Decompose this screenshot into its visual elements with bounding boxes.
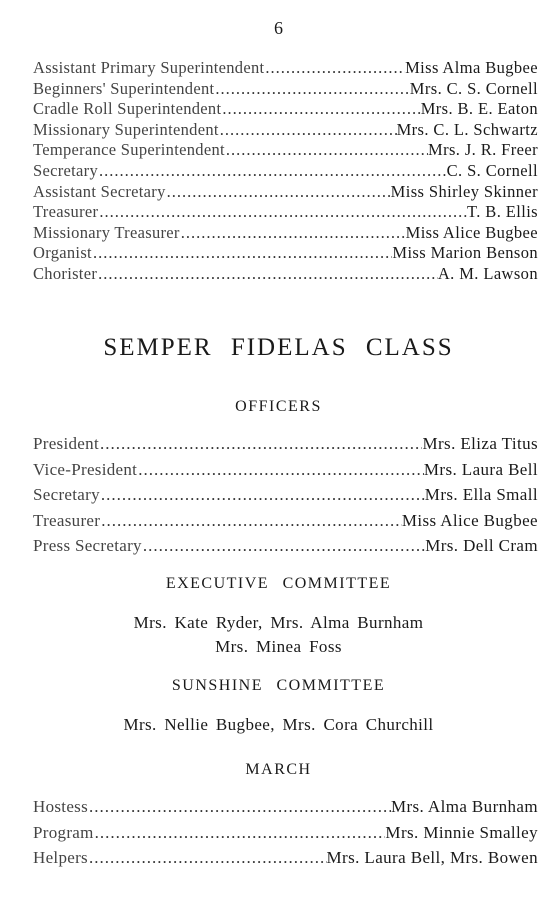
officer-row xyxy=(33,431,538,457)
assignee-name: Mrs. Minnie Smalley xyxy=(385,822,538,842)
dot-leader xyxy=(88,794,391,820)
dot-leader xyxy=(97,264,438,285)
dot-leader xyxy=(225,140,428,161)
executive-committee-members: Mrs. Minea Foss xyxy=(215,637,342,656)
officer-name: Mrs. Dell Cram xyxy=(425,536,538,555)
march-assignments-list xyxy=(33,794,538,871)
officers-heading: OFFICERS xyxy=(235,398,322,415)
role-label: Missionary Treasurer xyxy=(33,222,180,242)
dot-leader xyxy=(264,58,405,79)
officer-name: Miss Shirley Skinner xyxy=(390,181,538,201)
role-label: Treasurer xyxy=(33,202,99,222)
dot-leader xyxy=(221,99,420,120)
officer-row xyxy=(33,243,538,264)
role-label: Helpers xyxy=(33,848,88,867)
officer-name: C. S. Cornell xyxy=(446,160,538,180)
officer-name: Mrs. B. E. Eaton xyxy=(420,99,538,119)
role-label: President xyxy=(33,434,99,453)
officer-name: Miss Alma Bugbee xyxy=(405,58,538,77)
officer-name: Mrs. C. S. Cornell xyxy=(409,78,538,98)
officer-row xyxy=(33,58,538,79)
dot-leader xyxy=(94,820,386,846)
role-label: Missionary Superintendent xyxy=(33,119,219,139)
role-label: Secretary xyxy=(33,160,98,180)
dot-leader xyxy=(100,482,425,508)
executive-committee-heading: EXECUTIVE COMMITTEE xyxy=(165,575,392,592)
officer-row xyxy=(33,120,538,141)
officer-name: Mrs. C. L. Schwartz xyxy=(396,119,538,139)
dot-leader xyxy=(219,120,397,141)
officer-name: Mrs. Eliza Titus xyxy=(422,434,538,453)
role-label: Cradle Roll Superintendent xyxy=(33,99,222,119)
dot-leader xyxy=(166,182,391,203)
dot-leader xyxy=(98,161,447,182)
role-label: Treasurer xyxy=(33,510,101,530)
officer-row xyxy=(33,79,538,100)
dot-leader xyxy=(137,457,424,483)
dot-leader xyxy=(92,243,392,264)
church-officers-list xyxy=(33,58,538,285)
officer-row xyxy=(33,264,538,285)
role-label: Assistant Primary Superintendent xyxy=(33,58,265,77)
officer-row xyxy=(33,99,538,120)
dot-leader xyxy=(99,431,423,457)
executive-committee-members: Mrs. Kate Ryder, Mrs. Alma Burnham xyxy=(133,613,424,632)
officer-row xyxy=(33,182,538,203)
officer-name: T. B. Ellis xyxy=(466,202,538,222)
role-label: Organist xyxy=(33,243,92,263)
dot-leader xyxy=(142,533,425,559)
role-label: Beginners' Superintendent xyxy=(33,78,215,98)
class-title: SEMPER FIDELAS CLASS xyxy=(103,334,454,361)
assignment-row xyxy=(33,794,538,820)
sunshine-committee-heading: SUNSHINE COMMITTEE xyxy=(171,677,386,694)
officer-row xyxy=(33,223,538,244)
officer-row xyxy=(33,140,538,161)
role-label: Press Secretary xyxy=(33,536,142,555)
assignee-name: Mrs. Laura Bell, Mrs. Bowen xyxy=(326,848,538,867)
officer-name: Mrs. Laura Bell xyxy=(423,459,538,479)
assignment-row xyxy=(33,845,538,871)
role-label: Program xyxy=(33,822,94,842)
officer-name: Miss Marion Benson xyxy=(392,243,538,263)
assignment-row xyxy=(33,820,538,846)
officer-row xyxy=(33,482,538,508)
role-label: Chorister xyxy=(33,263,98,283)
role-label: Assistant Secretary xyxy=(33,181,166,201)
dot-leader xyxy=(88,845,327,871)
officer-row xyxy=(33,202,538,223)
officer-name: Mrs. J. R. Freer xyxy=(428,140,538,160)
class-officers-list xyxy=(33,431,538,559)
dot-leader xyxy=(214,79,409,100)
sunshine-committee-members: Mrs. Nellie Bugbee, Mrs. Cora Churchill xyxy=(123,715,434,734)
dot-leader xyxy=(180,223,406,244)
assignee-name: Mrs. Alma Burnham xyxy=(390,797,538,816)
officer-row xyxy=(33,533,538,559)
officer-row xyxy=(33,508,538,534)
role-label: Temperance Superintendent xyxy=(33,140,225,160)
dot-leader xyxy=(98,202,467,223)
march-heading: MARCH xyxy=(245,761,312,778)
officer-name: Miss Alice Bugbee xyxy=(401,510,538,530)
officer-name: Miss Alice Bugbee xyxy=(405,222,538,242)
officer-name: A. M. Lawson xyxy=(437,263,538,283)
role-label: Hostess xyxy=(33,797,88,816)
dot-leader xyxy=(100,508,402,534)
officer-name: Mrs. Ella Small xyxy=(424,485,538,504)
officer-row xyxy=(33,457,538,483)
officer-row xyxy=(33,161,538,182)
role-label: Vice-President xyxy=(33,459,138,479)
role-label: Secretary xyxy=(33,485,100,504)
page-number: 6 xyxy=(274,18,283,38)
